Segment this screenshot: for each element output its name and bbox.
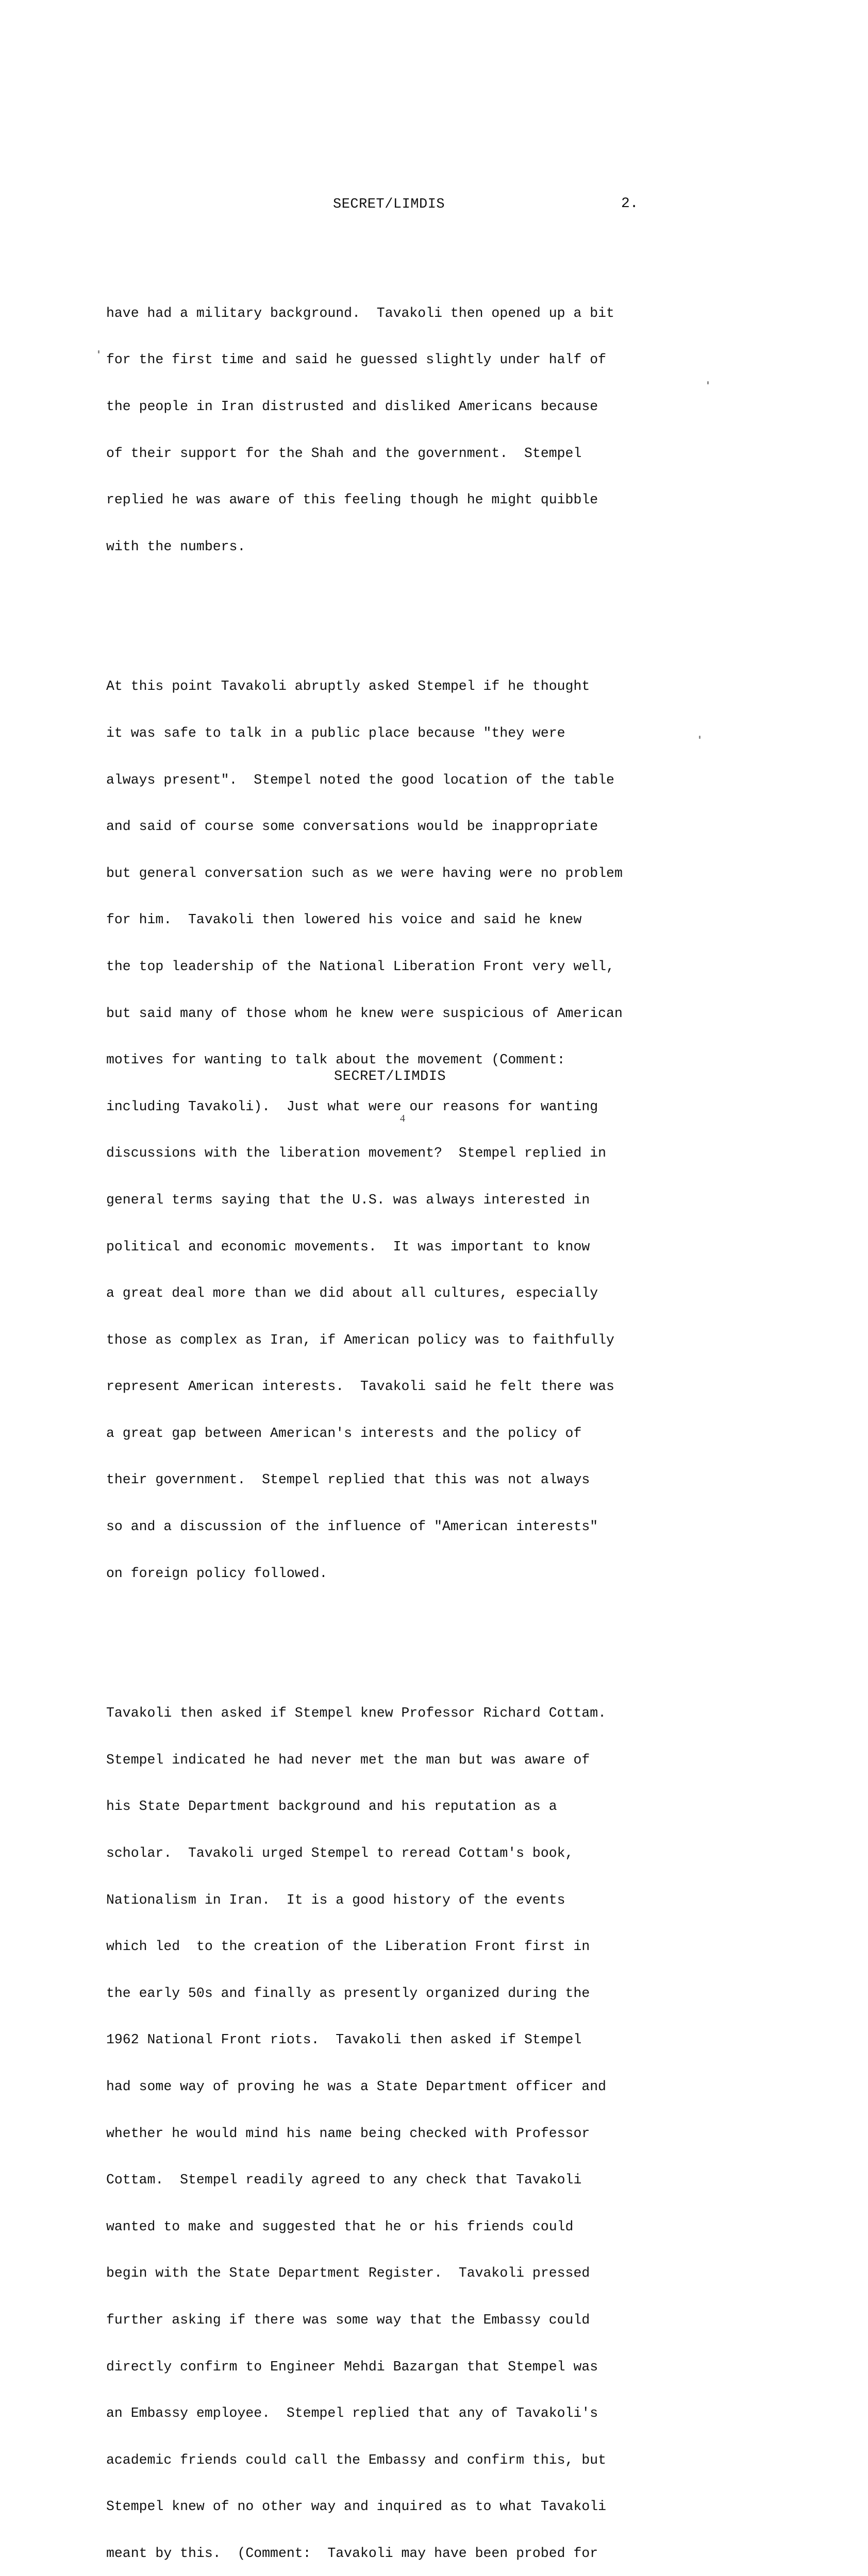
- text-line: Stempel knew of no other way and inquired as to what Tavakoli: [106, 2499, 607, 2515]
- text-line: represent American interests. Tavakoli said he felt there was: [106, 1379, 614, 1395]
- header-classification-marking: SECRET/LIMDIS: [333, 197, 445, 212]
- text-line: had some way of proving he was a State Department officer and: [106, 2079, 607, 2095]
- text-line: academic friends could call the Embassy and confirm this, but: [106, 2452, 607, 2468]
- scan-speck: [98, 350, 99, 353]
- scan-speck: [699, 736, 700, 739]
- text-line: but said many of those whom he knew were suspicious of American: [106, 1005, 623, 1021]
- text-line: their government. Stempel replied that this was not always: [106, 1472, 590, 1488]
- paragraph-2: [106, 648, 725, 1612]
- text-line: which led to the creation of the Liberation Front first in: [106, 1939, 590, 1955]
- text-line: so and a discussion of the influence of "American interests": [106, 1519, 598, 1535]
- text-line: whether he would mind his name being checked with Professor: [106, 2125, 590, 2141]
- memo-body: [106, 243, 725, 2576]
- text-line: the early 50s and finally as presently organized during the: [106, 1985, 590, 2001]
- text-line: further asking if there was some way that the Embassy could: [106, 2312, 590, 2328]
- text-line: scholar. Tavakoli urged Stempel to reread Cottam's book,: [106, 1845, 574, 1861]
- text-line: Tavakoli then asked if Stempel knew Professor Richard Cottam.: [106, 1705, 607, 1721]
- text-line: but general conversation such as we were having were no problem: [106, 865, 623, 881]
- paragraph-3: [106, 1674, 725, 2576]
- text-line: his State Department background and his reputation as a: [106, 1799, 557, 1815]
- text-line: directly confirm to Engineer Mehdi Bazargan that Stempel was: [106, 2359, 598, 2375]
- text-line: political and economic movements. It was important to know: [106, 1239, 590, 1255]
- text-line: have had a military background. Tavakoli then opened up a bit: [106, 305, 614, 321]
- text-line: an Embassy employee. Stempel replied that any of Tavakoli's: [106, 2405, 598, 2421]
- page-number: 2.: [621, 196, 639, 212]
- text-line: At this point Tavakoli abruptly asked Stempel if he thought: [106, 679, 590, 694]
- footer-classification-marking: SECRET/LIMDIS: [334, 1069, 446, 1084]
- text-line: it was safe to talk in a public place because "they were: [106, 725, 565, 741]
- text-line: for him. Tavakoli then lowered his voice and said he knew: [106, 912, 582, 928]
- text-line: begin with the State Department Register. Tavakoli pressed: [106, 2265, 590, 2281]
- text-line: those as complex as Iran, if American policy was to faithfully: [106, 1332, 614, 1348]
- text-line: and said of course some conversations would be inappropriate: [106, 819, 598, 835]
- text-line: on foreign policy followed.: [106, 1565, 328, 1581]
- text-line: Cottam. Stempel readily agreed to any check that Tavakoli: [106, 2172, 582, 2188]
- text-line: the top leadership of the National Liberation Front very well,: [106, 958, 614, 974]
- text-line: Nationalism in Iran. It is a good history of the events: [106, 1892, 565, 1908]
- text-line: a great gap between American's interests and the policy of: [106, 1425, 582, 1441]
- scan-speck: [707, 381, 709, 384]
- text-line: always present". Stempel noted the good location of the table: [106, 772, 614, 788]
- text-line: replied he was aware of this feeling though he might quibble: [106, 492, 598, 508]
- folio-number: 4: [400, 1113, 405, 1124]
- text-line: of their support for the Shah and the government. Stempel: [106, 445, 582, 461]
- text-line: discussions with the liberation movement? Stempel replied in: [106, 1145, 607, 1161]
- text-line: for the first time and said he guessed slightly under half of: [106, 352, 607, 368]
- text-line: Stempel indicated he had never met the man but was aware of: [106, 1752, 590, 1768]
- text-line: motives for wanting to talk about the movement (Comment:: [106, 1052, 565, 1068]
- text-line: a great deal more than we did about all cultures, especially: [106, 1285, 598, 1301]
- text-line: general terms saying that the U.S. was always interested in: [106, 1192, 590, 1208]
- text-line: meant by this. (Comment: Tavakoli may have been probed for: [106, 2545, 598, 2561]
- text-line: wanted to make and suggested that he or his friends could: [106, 2218, 574, 2234]
- text-line: with the numbers.: [106, 538, 246, 554]
- text-line: including Tavakoli). Just what were our reasons for wanting: [106, 1098, 598, 1114]
- text-line: the people in Iran distrusted and disliked Americans because: [106, 399, 598, 414]
- paragraph-1: [106, 274, 725, 585]
- text-line: 1962 National Front riots. Tavakoli then asked if Stempel: [106, 2032, 582, 2048]
